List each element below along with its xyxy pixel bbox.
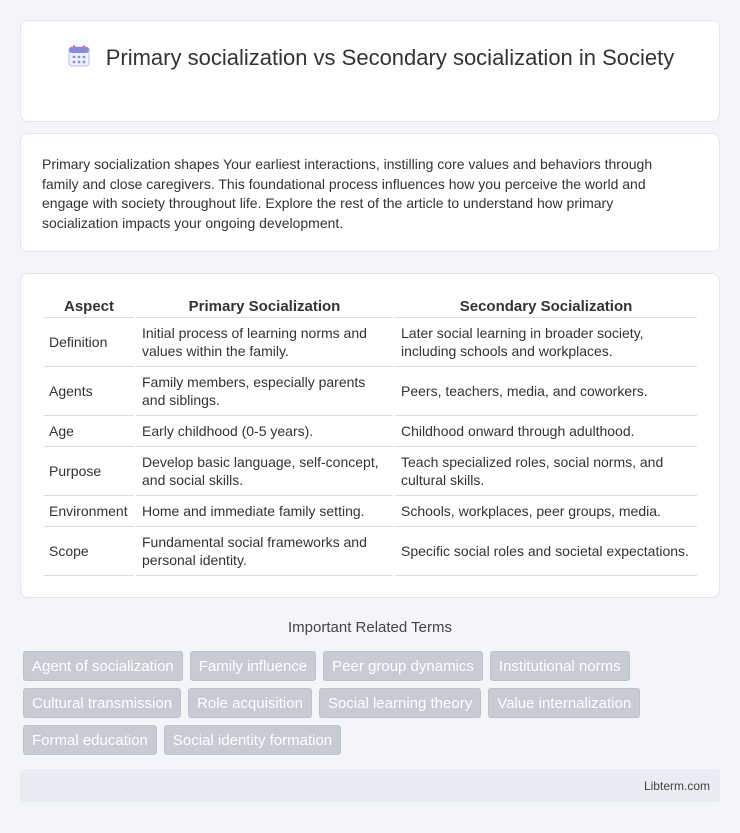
related-terms-title: Important Related Terms xyxy=(288,619,452,636)
tag-value-internalization[interactable]: Value internalization xyxy=(488,688,640,718)
table-row xyxy=(44,416,697,447)
table-cell-secondary: Teach specialized roles, social norms, and cultural skills. xyxy=(395,447,697,496)
header-aspect: Aspect xyxy=(44,293,134,318)
table-cell-aspect: Definition xyxy=(44,318,134,367)
tag-social-identity-formation[interactable]: Social identity formation xyxy=(164,725,341,755)
tag-peer-group-dynamics[interactable]: Peer group dynamics xyxy=(323,651,483,681)
comparison-table-card xyxy=(20,273,720,598)
comparison-table xyxy=(42,293,699,576)
table-cell-primary: Initial process of learning norms and values within the family. xyxy=(136,318,393,367)
page-title-wrap xyxy=(21,43,719,72)
calendar-icon xyxy=(66,43,92,69)
table-row xyxy=(44,367,697,416)
table-cell-primary: Fundamental social frameworks and personal identity. xyxy=(136,527,393,576)
table-cell-primary: Home and immediate family setting. xyxy=(136,496,393,527)
table-cell-secondary: Peers, teachers, media, and coworkers. xyxy=(395,367,697,416)
table-cell-aspect: Purpose xyxy=(44,447,134,496)
table-row xyxy=(44,318,697,367)
table-cell-aspect: Scope xyxy=(44,527,134,576)
tag-agent-of-socialization[interactable]: Agent of socialization xyxy=(23,651,183,681)
related-terms-tags xyxy=(23,651,703,762)
table-cell-secondary: Later social learning in broader society, including schools and workplaces. xyxy=(395,318,697,367)
intro-paragraph: Primary socialization shapes Your earliest interactions, instilling core values and behaviors through family and close caregivers. This foundational process influences how you perceive the world and engage with society throughout life. Explore the rest of the article to understand how primary socialization impacts your ongoing development. xyxy=(42,156,653,231)
intro-card xyxy=(20,133,720,252)
tag-social-learning-theory[interactable]: Social learning theory xyxy=(319,688,481,718)
footer xyxy=(20,769,720,802)
header-secondary: Secondary Socialization xyxy=(395,293,697,318)
table-row xyxy=(44,447,697,496)
table-cell-primary: Develop basic language, self-concept, and social skills. xyxy=(136,447,393,496)
table-cell-secondary: Childhood onward through adulthood. xyxy=(395,416,697,447)
footer-site-link[interactable]: Libterm.com xyxy=(643,779,710,793)
table-cell-primary: Early childhood (0-5 years). xyxy=(136,416,393,447)
table-cell-secondary: Schools, workplaces, peer groups, media. xyxy=(395,496,697,527)
tag-cultural-transmission[interactable]: Cultural transmission xyxy=(23,688,181,718)
tag-role-acquisition[interactable]: Role acquisition xyxy=(188,688,312,718)
tag-formal-education[interactable]: Formal education xyxy=(23,725,157,755)
tag-family-influence[interactable]: Family influence xyxy=(190,651,316,681)
table-row xyxy=(44,496,697,527)
table-cell-aspect: Environment xyxy=(44,496,134,527)
table-cell-aspect: Age xyxy=(44,416,134,447)
table-row xyxy=(44,527,697,576)
header-card xyxy=(20,20,720,122)
table-cell-aspect: Agents xyxy=(44,367,134,416)
table-cell-secondary: Specific social roles and societal expectations. xyxy=(395,527,697,576)
header-primary: Primary Socialization xyxy=(136,293,393,318)
table-cell-primary: Family members, especially parents and siblings. xyxy=(136,367,393,416)
tag-institutional-norms[interactable]: Institutional norms xyxy=(490,651,630,681)
page-title: Primary socialization vs Secondary socialization in Society xyxy=(105,45,675,70)
table-header-row xyxy=(44,293,697,318)
